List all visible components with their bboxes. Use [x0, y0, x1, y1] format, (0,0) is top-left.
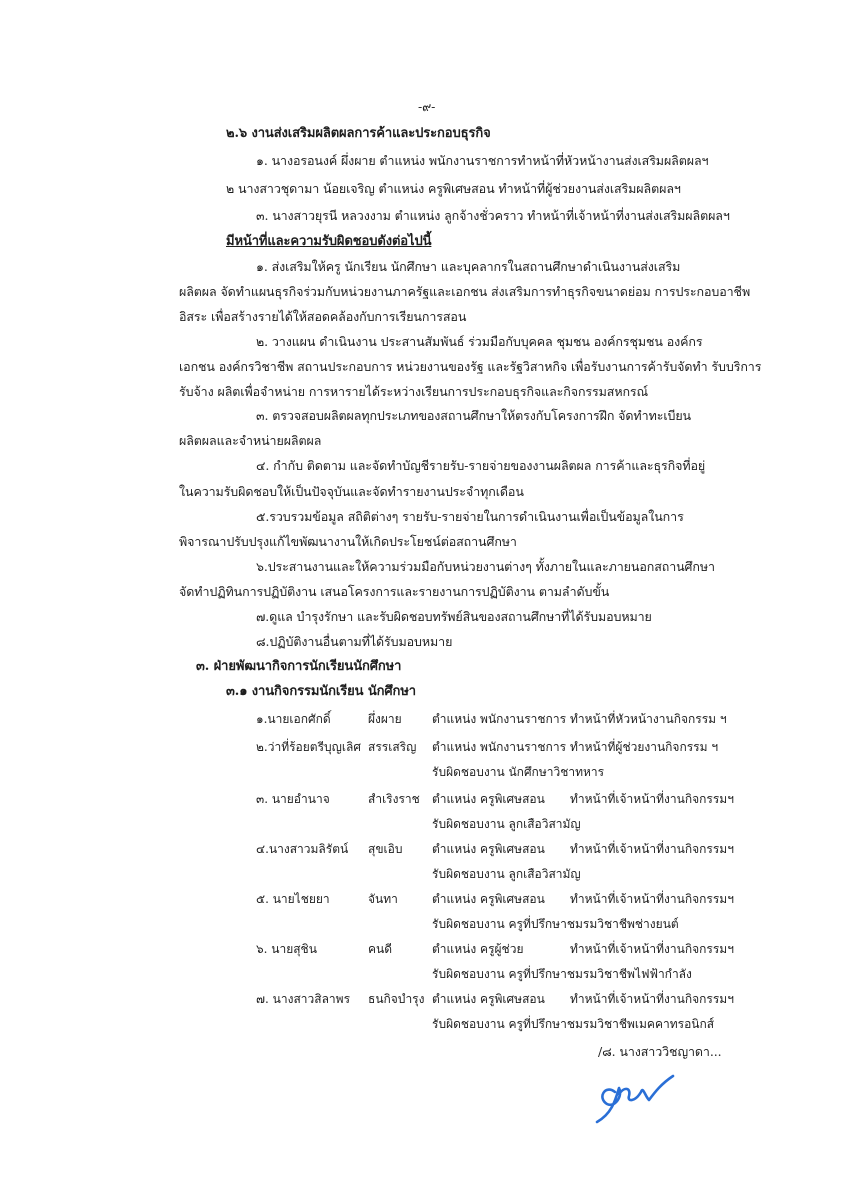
staff-role: ทำหน้าที่เจ้าหน้าที่งานกิจกรรมฯ — [570, 792, 734, 806]
staff-name: ๑.นายเอกศักดิ์ — [256, 712, 331, 726]
staff-surname: คนดี — [368, 942, 393, 956]
staff-surname: ผึ่งผาย — [368, 712, 402, 726]
staff-name: ๔.นางสาวมลิรัตน์ — [256, 842, 349, 856]
staff-name: ๗. นางสาวสิลาพร — [256, 992, 351, 1006]
duty-text: ๓. ตรวจสอบผลิตผลทุกประเภทของสถานศึกษาให้ตรงกับโครงการฝึก จัดทำทะเบียน — [256, 408, 691, 423]
section-2-6-heading: ๒.๖ งานส่งเสริมผลิตผลการค้าและประกอบธุรกิจ — [226, 126, 491, 141]
staff-name: ๖. นายสุชิน — [256, 942, 317, 956]
duty-text: ๖.ประสานงานและให้ความร่วมมือกับหน่วยงานต่างๆ ทั้งภายในและภายนอกสถานศึกษา — [256, 559, 715, 574]
duty-text: ๔. กำกับ ติดตาม และจัดทำบัญชีรายรับ-รายจ่ายของงานผลิตผล การค้าและธุรกิจที่อยู่ — [256, 458, 706, 473]
staff-responsibility: รับผิดชอบงาน ลูกเสือวิสามัญ — [432, 817, 581, 831]
signature-icon — [585, 1062, 685, 1132]
staff-responsibility: รับผิดชอบงาน ลูกเสือวิสามัญ — [432, 867, 581, 881]
duty-text: ๗.ดูแล บำรุงรักษา และรับผิดชอบทรัพย์สินของสถานศึกษาที่ได้รับมอบหมาย — [256, 609, 652, 624]
staff-surname: ธนกิจบำรุง — [368, 992, 425, 1006]
staff-role: ทำหน้าที่เจ้าหน้าที่งานกิจกรรมฯ — [570, 942, 734, 956]
duty-text: เอกชน องค์กรวิชาชีพ สถานประกอบการ หน่วยงานของรัฐ และรัฐวิสาหกิจ เพื่อรับงานการค้ารับจัดทำ รับบริการ — [179, 359, 762, 374]
staff-name: ๒.ว่าที่ร้อยตรีบุญเลิศ — [256, 740, 361, 754]
staff-responsibility: รับผิดชอบงาน ครูที่ปรึกษาชมรมวิชาชีพเมคคาทรอนิกส์ — [432, 1017, 715, 1031]
duty-text: อิสระ เพื่อสร้างรายได้ให้สอดคล้องกับการเรียนการสอน — [179, 309, 467, 324]
duty-text: ในความรับผิดชอบให้เป็นปัจจุบันและจัดทำรายงานประจำทุกเดือน — [179, 484, 524, 499]
staff-position: ตำแหน่ง ครูพิเศษสอน — [432, 992, 545, 1006]
duty-text: พิจารณาปรับปรุงแก้ไขพัฒนางานให้เกิดประโยชน์ต่อสถานศึกษา — [179, 534, 517, 549]
staff-line: ๒ นางสาวชุดามา น้อยเจริญ ตำแหน่ง ครูพิเศษสอน ทำหน้าที่ผู้ช่วยงานส่งเสริมผลิตผลฯ — [226, 181, 681, 196]
staff-surname: สำเริงราช — [368, 792, 420, 806]
staff-position: ตำแหน่ง พนักงานราชการ — [432, 740, 567, 754]
staff-name: ๓. นายอำนาจ — [256, 792, 330, 806]
continuation-note: /๘. นางสาววิชญาดา... — [598, 1044, 722, 1059]
staff-role: ทำหน้าที่เจ้าหน้าที่งานกิจกรรมฯ — [570, 842, 734, 856]
staff-role: ทำหน้าที่เจ้าหน้าที่งานกิจกรรมฯ — [570, 892, 734, 906]
staff-responsibility: รับผิดชอบงาน ครูที่ปรึกษาชมรมวิชาชีพไฟฟ้ากำลัง — [432, 967, 692, 981]
staff-surname: สุขเอิบ — [368, 842, 403, 856]
staff-position: ตำแหน่ง ครูพิเศษสอน — [432, 892, 545, 906]
staff-surname: สรรเสริญ — [368, 740, 417, 754]
duty-text: ผลิตผล จัดทำแผนธุรกิจร่วมกับหน่วยงานภาครัฐและเอกชน ส่งเสริมการทำธุรกิจขนาดย่อม การประกอบอาชีพ — [179, 284, 751, 299]
staff-line: ๓. นางสาวยุรนี หลวงงาม ตำแหน่ง ลูกจ้างชั่วคราว ทำหน้าที่เจ้าหน้าที่งานส่งเสริมผลิตผลฯ — [256, 208, 730, 223]
staff-role: ทำหน้าที่หัวหน้างานกิจกรรม ฯ — [570, 712, 727, 726]
staff-role: ทำหน้าที่เจ้าหน้าที่งานกิจกรรมฯ — [570, 992, 734, 1006]
section-3-heading: ๓. ฝ่ายพัฒนากิจการนักเรียนนักศึกษา — [196, 659, 402, 674]
staff-position: ตำแหน่ง ครูพิเศษสอน — [432, 842, 545, 856]
duty-text: ผลิตผลและจำหน่ายผลิตผล — [179, 433, 322, 448]
staff-position: ตำแหน่ง ครูพิเศษสอน — [432, 792, 545, 806]
duty-text: จัดทำปฏิทินการปฏิบัติงาน เสนอโครงการและรายงานการปฏิบัติงาน ตามลำดับขั้น — [179, 584, 610, 599]
staff-name: ๕. นายไชยยา — [256, 892, 330, 906]
staff-role: ทำหน้าที่ผู้ช่วยงานกิจกรรม ฯ — [570, 740, 719, 754]
page-number: -๙- — [418, 99, 436, 114]
staff-responsibility: รับผิดชอบงาน ครูที่ปรึกษาชมรมวิชาชีพช่างยนต์ — [432, 917, 679, 931]
staff-responsibility: รับผิดชอบงาน นักศึกษาวิชาทหาร — [432, 765, 605, 779]
staff-position: ตำแหน่ง พนักงานราชการ — [432, 712, 567, 726]
duty-text: รับจ้าง ผลิตเพื่อจำหน่าย การหารายได้ระหว่างเรียนการประกอบธุรกิจและกิจกรรมสหกรณ์ — [179, 384, 649, 399]
staff-position: ตำแหน่ง ครูผู้ช่วย — [432, 942, 524, 956]
duty-text: ๒. วางแผน ดำเนินงาน ประสานสัมพันธ์ ร่วมมือกับบุคคล ชุมชน องค์กรชุมชน องค์กร — [256, 334, 703, 349]
staff-line: ๑. นางอรอนงค์ ผึ่งผาย ตำแหน่ง พนักงานราชการทำหน้าที่หัวหน้างานส่งเสริมผลิตผลฯ — [256, 153, 709, 168]
duty-text: ๕.รวบรวมข้อมูล สถิติต่างๆ รายรับ-รายจ่ายในการดำเนินงานเพื่อเป็นข้อมูลในการ — [256, 509, 684, 524]
duties-heading: มีหน้าที่และความรับผิดชอบดังต่อไปนี้ — [226, 234, 432, 249]
duty-text: ๘.ปฏิบัติงานอื่นตามที่ได้รับมอบหมาย — [256, 634, 453, 649]
staff-surname: จันทา — [368, 892, 398, 906]
section-3-1-heading: ๓.๑ งานกิจกรรมนักเรียน นักศึกษา — [226, 684, 416, 699]
duty-text: ๑. ส่งเสริมให้ครู นักเรียน นักศึกษา และบุคลากรในสถานศึกษาดำเนินงานส่งเสริม — [256, 259, 681, 274]
